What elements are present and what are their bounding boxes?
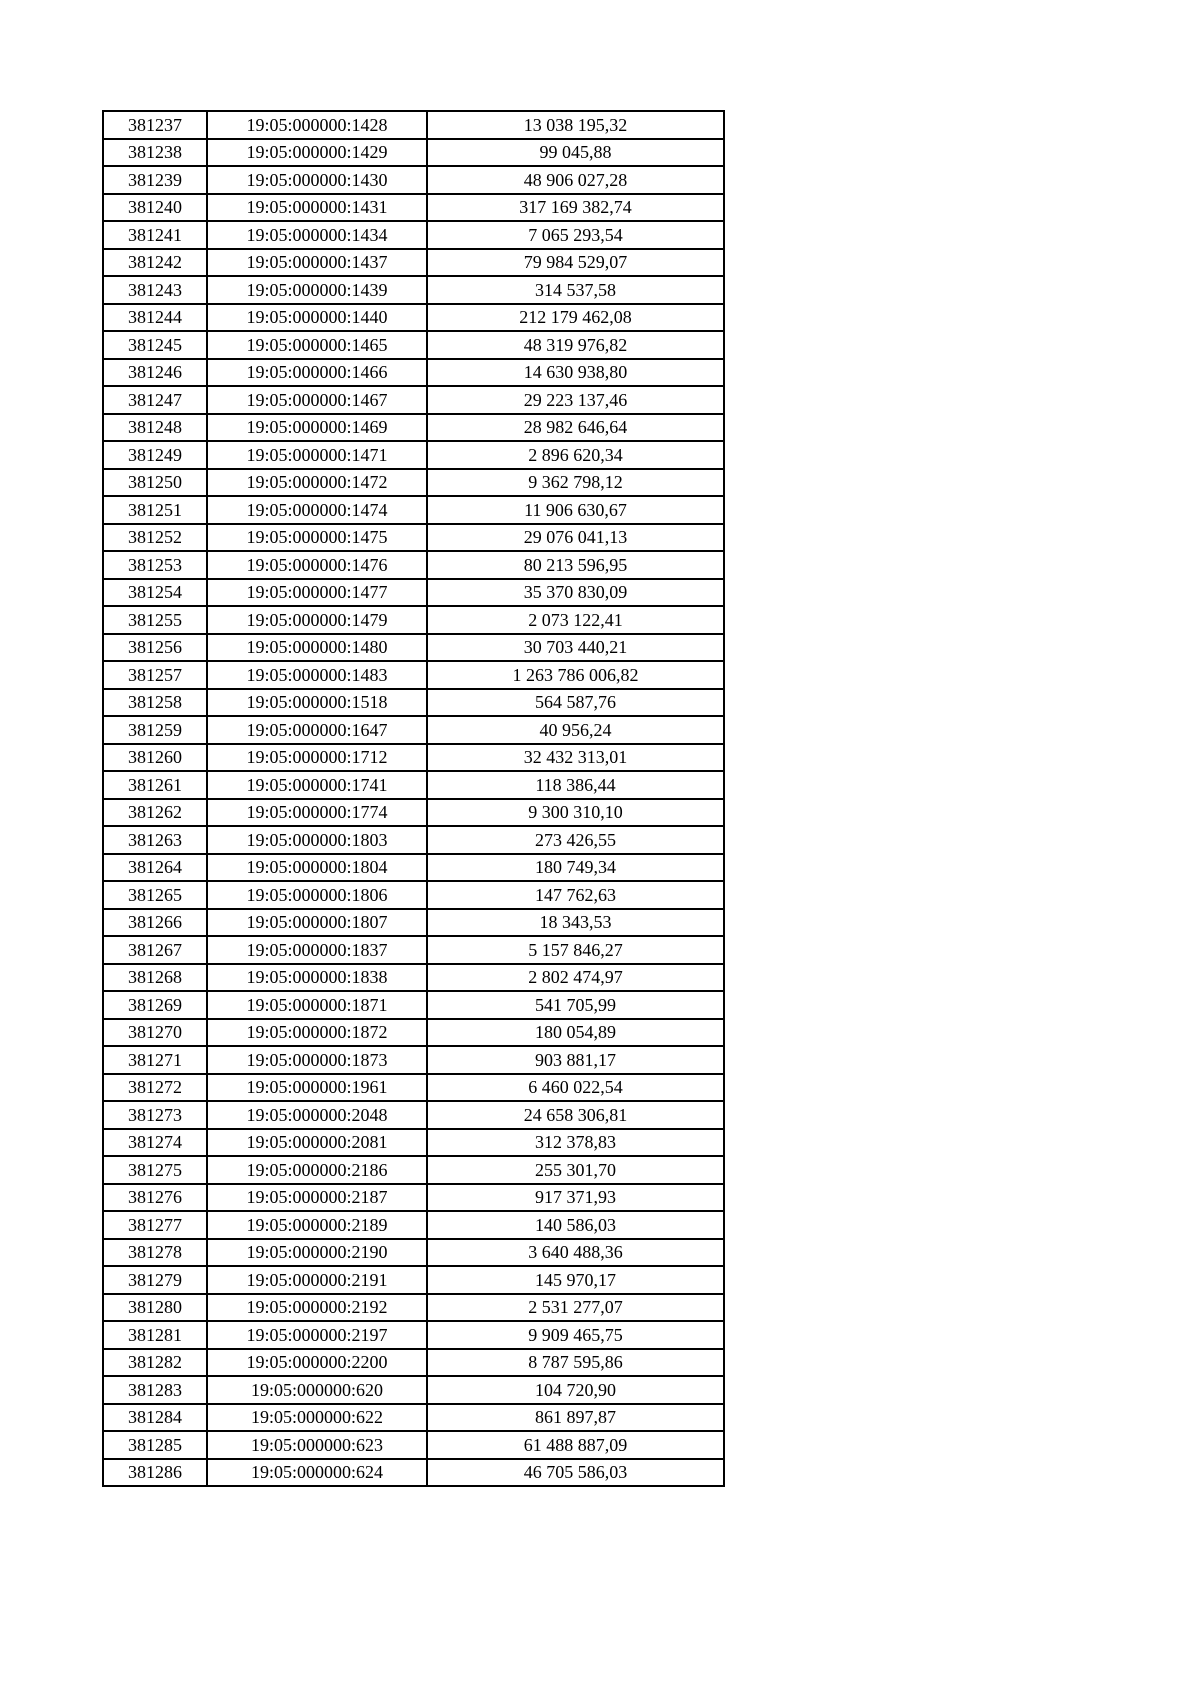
cadastral-number-cell: 19:05:000000:2192 <box>207 1294 427 1322</box>
cadastral-number-cell: 19:05:000000:1804 <box>207 854 427 882</box>
table-row <box>103 854 724 882</box>
value-cell: 564 587,76 <box>427 689 724 717</box>
cadastral-number-cell: 19:05:000000:2189 <box>207 1211 427 1239</box>
cadastral-number-cell: 19:05:000000:1803 <box>207 826 427 854</box>
table-row <box>103 1184 724 1212</box>
row-number-cell: 381264 <box>103 854 207 882</box>
table-row <box>103 1101 724 1129</box>
row-number-cell: 381282 <box>103 1349 207 1377</box>
row-number-cell: 381273 <box>103 1101 207 1129</box>
cadastral-number-cell: 19:05:000000:622 <box>207 1404 427 1432</box>
cadastral-number-cell: 19:05:000000:2048 <box>207 1101 427 1129</box>
row-number-cell: 381274 <box>103 1129 207 1157</box>
table-row <box>103 331 724 359</box>
value-cell: 1 263 786 006,82 <box>427 661 724 689</box>
row-number-cell: 381285 <box>103 1431 207 1459</box>
cadastral-number-cell: 19:05:000000:1872 <box>207 1019 427 1047</box>
table-row <box>103 1349 724 1377</box>
cadastral-number-cell: 19:05:000000:1428 <box>207 111 427 139</box>
table-row <box>103 469 724 497</box>
cadastral-number-cell: 19:05:000000:1434 <box>207 221 427 249</box>
table-row <box>103 221 724 249</box>
value-cell: 104 720,90 <box>427 1376 724 1404</box>
value-cell: 312 378,83 <box>427 1129 724 1157</box>
value-cell: 541 705,99 <box>427 991 724 1019</box>
table-row <box>103 744 724 772</box>
table-row <box>103 359 724 387</box>
value-cell: 28 982 646,64 <box>427 414 724 442</box>
table-row <box>103 909 724 937</box>
row-number-cell: 381263 <box>103 826 207 854</box>
row-number-cell: 381253 <box>103 551 207 579</box>
value-cell: 9 909 465,75 <box>427 1321 724 1349</box>
table-row <box>103 689 724 717</box>
table-row <box>103 1156 724 1184</box>
cadastral-number-cell: 19:05:000000:1647 <box>207 716 427 744</box>
row-number-cell: 381246 <box>103 359 207 387</box>
value-cell: 48 906 027,28 <box>427 166 724 194</box>
value-cell: 255 301,70 <box>427 1156 724 1184</box>
value-cell: 32 432 313,01 <box>427 744 724 772</box>
value-cell: 40 956,24 <box>427 716 724 744</box>
table-row <box>103 991 724 1019</box>
row-number-cell: 381286 <box>103 1459 207 1487</box>
row-number-cell: 381269 <box>103 991 207 1019</box>
row-number-cell: 381259 <box>103 716 207 744</box>
cadastral-number-cell: 19:05:000000:1479 <box>207 606 427 634</box>
cadastral-number-cell: 19:05:000000:1465 <box>207 331 427 359</box>
value-cell: 147 762,63 <box>427 881 724 909</box>
cadastral-number-cell: 19:05:000000:1741 <box>207 771 427 799</box>
cadastral-number-cell: 19:05:000000:1480 <box>207 634 427 662</box>
cadastral-number-cell: 19:05:000000:1774 <box>207 799 427 827</box>
cadastral-number-cell: 19:05:000000:1518 <box>207 689 427 717</box>
row-number-cell: 381279 <box>103 1266 207 1294</box>
value-cell: 14 630 938,80 <box>427 359 724 387</box>
cadastral-number-cell: 19:05:000000:1429 <box>207 139 427 167</box>
cadastral-number-cell: 19:05:000000:2187 <box>207 1184 427 1212</box>
cadastral-number-cell: 19:05:000000:1437 <box>207 249 427 277</box>
cadastral-number-cell: 19:05:000000:1477 <box>207 579 427 607</box>
cadastral-number-cell: 19:05:000000:1471 <box>207 441 427 469</box>
row-number-cell: 381255 <box>103 606 207 634</box>
table-row <box>103 799 724 827</box>
table-row <box>103 1211 724 1239</box>
row-number-cell: 381277 <box>103 1211 207 1239</box>
row-number-cell: 381248 <box>103 414 207 442</box>
value-cell: 80 213 596,95 <box>427 551 724 579</box>
value-cell: 273 426,55 <box>427 826 724 854</box>
table-row <box>103 1376 724 1404</box>
table-row <box>103 606 724 634</box>
value-cell: 145 970,17 <box>427 1266 724 1294</box>
row-number-cell: 381258 <box>103 689 207 717</box>
table-row <box>103 1321 724 1349</box>
table-row <box>103 936 724 964</box>
table-row <box>103 1404 724 1432</box>
table-row <box>103 304 724 332</box>
cadastral-number-cell: 19:05:000000:1838 <box>207 964 427 992</box>
cadastral-number-cell: 19:05:000000:1806 <box>207 881 427 909</box>
cadastral-number-cell: 19:05:000000:1431 <box>207 194 427 222</box>
table-row <box>103 386 724 414</box>
value-cell: 2 802 474,97 <box>427 964 724 992</box>
table-row <box>103 1046 724 1074</box>
table-row <box>103 1129 724 1157</box>
value-cell: 917 371,93 <box>427 1184 724 1212</box>
value-cell: 24 658 306,81 <box>427 1101 724 1129</box>
row-number-cell: 381281 <box>103 1321 207 1349</box>
value-cell: 46 705 586,03 <box>427 1459 724 1487</box>
cadastral-number-cell: 19:05:000000:2190 <box>207 1239 427 1267</box>
table-row <box>103 881 724 909</box>
value-cell: 9 300 310,10 <box>427 799 724 827</box>
value-cell: 861 897,87 <box>427 1404 724 1432</box>
cadastral-number-cell: 19:05:000000:1474 <box>207 496 427 524</box>
cadastral-number-cell: 19:05:000000:2200 <box>207 1349 427 1377</box>
value-cell: 8 787 595,86 <box>427 1349 724 1377</box>
row-number-cell: 381266 <box>103 909 207 937</box>
table-row <box>103 111 724 139</box>
table-row <box>103 194 724 222</box>
cadastral-number-cell: 19:05:000000:1837 <box>207 936 427 964</box>
row-number-cell: 381240 <box>103 194 207 222</box>
row-number-cell: 381262 <box>103 799 207 827</box>
cadastral-number-cell: 19:05:000000:2191 <box>207 1266 427 1294</box>
row-number-cell: 381275 <box>103 1156 207 1184</box>
row-number-cell: 381256 <box>103 634 207 662</box>
table-row <box>103 1294 724 1322</box>
cadastral-value-table <box>102 110 725 1487</box>
value-cell: 180 054,89 <box>427 1019 724 1047</box>
table-row <box>103 1459 724 1487</box>
cadastral-number-cell: 19:05:000000:2197 <box>207 1321 427 1349</box>
row-number-cell: 381244 <box>103 304 207 332</box>
table-body <box>103 111 724 1486</box>
table-row <box>103 1266 724 1294</box>
value-cell: 212 179 462,08 <box>427 304 724 332</box>
row-number-cell: 381268 <box>103 964 207 992</box>
value-cell: 2 531 277,07 <box>427 1294 724 1322</box>
table-row <box>103 441 724 469</box>
value-cell: 903 881,17 <box>427 1046 724 1074</box>
table-row <box>103 771 724 799</box>
cadastral-number-cell: 19:05:000000:1961 <box>207 1074 427 1102</box>
value-cell: 317 169 382,74 <box>427 194 724 222</box>
table-row <box>103 524 724 552</box>
value-cell: 13 038 195,32 <box>427 111 724 139</box>
table-row <box>103 414 724 442</box>
cadastral-number-cell: 19:05:000000:620 <box>207 1376 427 1404</box>
cadastral-number-cell: 19:05:000000:1439 <box>207 276 427 304</box>
table-row <box>103 276 724 304</box>
value-cell: 79 984 529,07 <box>427 249 724 277</box>
cadastral-number-cell: 19:05:000000:1871 <box>207 991 427 1019</box>
cadastral-number-cell: 19:05:000000:1483 <box>207 661 427 689</box>
value-cell: 9 362 798,12 <box>427 469 724 497</box>
row-number-cell: 381247 <box>103 386 207 414</box>
row-number-cell: 381260 <box>103 744 207 772</box>
table-row <box>103 551 724 579</box>
table-row <box>103 166 724 194</box>
value-cell: 30 703 440,21 <box>427 634 724 662</box>
cadastral-number-cell: 19:05:000000:2081 <box>207 1129 427 1157</box>
value-cell: 48 319 976,82 <box>427 331 724 359</box>
table-row <box>103 1074 724 1102</box>
value-cell: 2 896 620,34 <box>427 441 724 469</box>
table-row <box>103 1431 724 1459</box>
row-number-cell: 381238 <box>103 139 207 167</box>
row-number-cell: 381243 <box>103 276 207 304</box>
row-number-cell: 381254 <box>103 579 207 607</box>
row-number-cell: 381280 <box>103 1294 207 1322</box>
table-row <box>103 139 724 167</box>
row-number-cell: 381276 <box>103 1184 207 1212</box>
value-cell: 140 586,03 <box>427 1211 724 1239</box>
cadastral-number-cell: 19:05:000000:1467 <box>207 386 427 414</box>
cadastral-number-cell: 19:05:000000:1440 <box>207 304 427 332</box>
row-number-cell: 381245 <box>103 331 207 359</box>
table-row <box>103 826 724 854</box>
cadastral-number-cell: 19:05:000000:624 <box>207 1459 427 1487</box>
row-number-cell: 381265 <box>103 881 207 909</box>
row-number-cell: 381251 <box>103 496 207 524</box>
table-row <box>103 1019 724 1047</box>
value-cell: 35 370 830,09 <box>427 579 724 607</box>
row-number-cell: 381278 <box>103 1239 207 1267</box>
value-cell: 2 073 122,41 <box>427 606 724 634</box>
row-number-cell: 381252 <box>103 524 207 552</box>
value-cell: 18 343,53 <box>427 909 724 937</box>
row-number-cell: 381271 <box>103 1046 207 1074</box>
row-number-cell: 381284 <box>103 1404 207 1432</box>
cadastral-number-cell: 19:05:000000:1430 <box>207 166 427 194</box>
value-cell: 99 045,88 <box>427 139 724 167</box>
cadastral-number-cell: 19:05:000000:1873 <box>207 1046 427 1074</box>
cadastral-number-cell: 19:05:000000:1466 <box>207 359 427 387</box>
value-cell: 7 065 293,54 <box>427 221 724 249</box>
table-row <box>103 496 724 524</box>
cadastral-number-cell: 19:05:000000:1472 <box>207 469 427 497</box>
table-row <box>103 716 724 744</box>
table-row <box>103 661 724 689</box>
row-number-cell: 381272 <box>103 1074 207 1102</box>
value-cell: 314 537,58 <box>427 276 724 304</box>
cadastral-number-cell: 19:05:000000:1476 <box>207 551 427 579</box>
value-cell: 29 076 041,13 <box>427 524 724 552</box>
cadastral-number-cell: 19:05:000000:1807 <box>207 909 427 937</box>
row-number-cell: 381283 <box>103 1376 207 1404</box>
cadastral-number-cell: 19:05:000000:1712 <box>207 744 427 772</box>
value-cell: 180 749,34 <box>427 854 724 882</box>
value-cell: 5 157 846,27 <box>427 936 724 964</box>
value-cell: 118 386,44 <box>427 771 724 799</box>
table-row <box>103 579 724 607</box>
cadastral-number-cell: 19:05:000000:2186 <box>207 1156 427 1184</box>
row-number-cell: 381257 <box>103 661 207 689</box>
row-number-cell: 381250 <box>103 469 207 497</box>
value-cell: 61 488 887,09 <box>427 1431 724 1459</box>
cadastral-number-cell: 19:05:000000:1475 <box>207 524 427 552</box>
row-number-cell: 381241 <box>103 221 207 249</box>
row-number-cell: 381270 <box>103 1019 207 1047</box>
table-row <box>103 1239 724 1267</box>
table-row <box>103 964 724 992</box>
value-cell: 29 223 137,46 <box>427 386 724 414</box>
cadastral-number-cell: 19:05:000000:1469 <box>207 414 427 442</box>
value-cell: 6 460 022,54 <box>427 1074 724 1102</box>
table-row <box>103 634 724 662</box>
row-number-cell: 381261 <box>103 771 207 799</box>
value-cell: 11 906 630,67 <box>427 496 724 524</box>
row-number-cell: 381242 <box>103 249 207 277</box>
table-row <box>103 249 724 277</box>
value-cell: 3 640 488,36 <box>427 1239 724 1267</box>
row-number-cell: 381249 <box>103 441 207 469</box>
row-number-cell: 381237 <box>103 111 207 139</box>
cadastral-number-cell: 19:05:000000:623 <box>207 1431 427 1459</box>
row-number-cell: 381267 <box>103 936 207 964</box>
row-number-cell: 381239 <box>103 166 207 194</box>
